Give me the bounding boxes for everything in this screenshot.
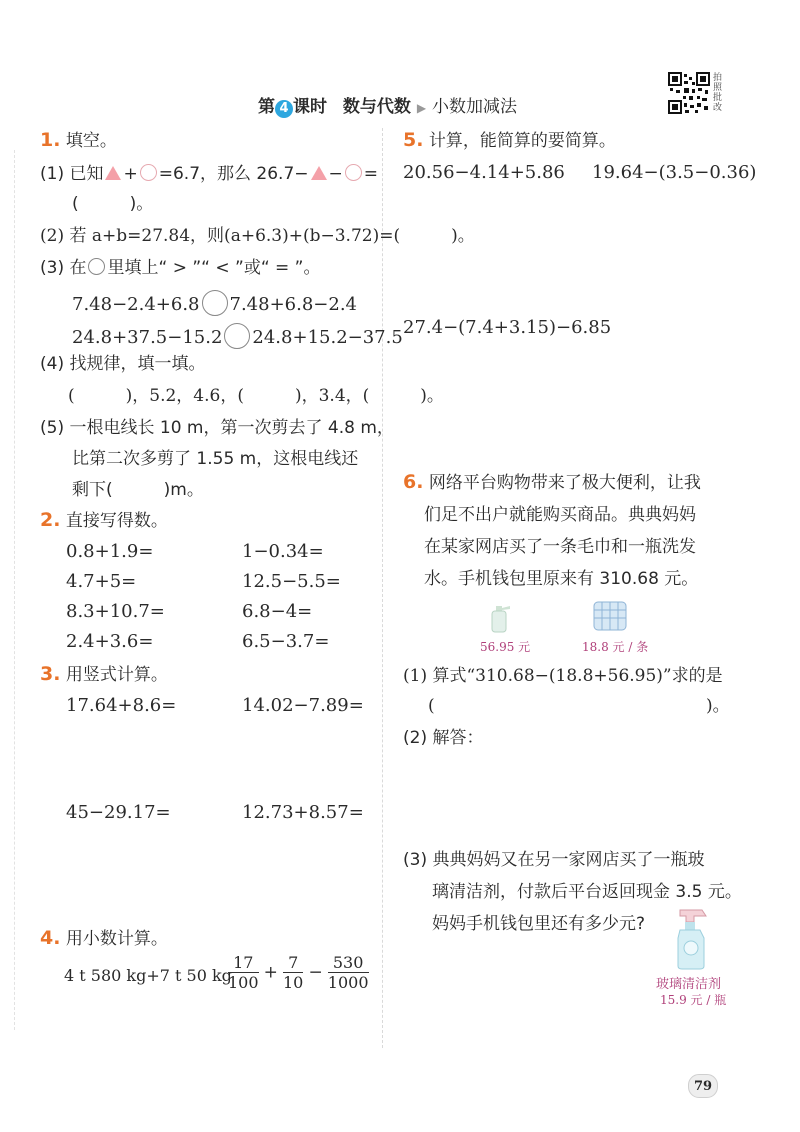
triangle-icon (311, 166, 327, 180)
compare-left: 7.48−2.4+6.8 (72, 294, 200, 315)
q1-part3-text-a: (3) 在 (40, 258, 87, 278)
q2-item[interactable]: 12.5−5.5= (242, 571, 341, 592)
towel-price: 18.8 元 / 条 (582, 640, 649, 654)
q2-item[interactable]: 4.7+5= (66, 571, 137, 592)
q3-title: 用竖式计算。 (65, 665, 168, 685)
q6-line3: 在某家网店买了一条毛巾和一瓶洗发 (424, 537, 696, 557)
plus-sign: + (263, 962, 278, 983)
circle-icon (140, 164, 157, 181)
q1-part4: (4) 找规律，填一填。 (40, 354, 206, 374)
qr-code[interactable] (668, 72, 710, 114)
q1-number: 1. (40, 129, 61, 151)
fraction (283, 953, 303, 992)
compare-right: 7.48+6.8−2.4 (229, 294, 357, 315)
fraction (328, 953, 369, 992)
q2-item[interactable]: 2.4+3.6= (66, 631, 154, 652)
compare-right: 24.8+15.2−37.5 (252, 327, 403, 348)
q1-part1-blank[interactable]: ( )。 (72, 194, 154, 214)
q1-part3-row2 (72, 323, 403, 349)
q1-part1-text-d: − (328, 164, 343, 184)
q1-part3-row1 (72, 290, 357, 316)
q1-part3-text-b: 里填上“ > ”“ < ”或“ = ”。 (107, 258, 321, 278)
shampoo-image (484, 604, 520, 638)
numerator: 17 (228, 953, 259, 973)
q5-item[interactable]: 20.56−4.14+5.86 (403, 162, 565, 183)
shampoo-bottle-icon (484, 604, 520, 634)
q6-text: 网络平台购物带来了极大便利，让我 (428, 473, 701, 493)
towel-icon (590, 598, 630, 634)
compare-circle[interactable] (224, 323, 250, 349)
shampoo-price: 56.95 元 (480, 640, 531, 654)
q5-item[interactable]: 19.64−(3.5−0.36) (592, 162, 757, 183)
towel-image (590, 598, 630, 638)
q1-part5-line2: 比第二次多剪了 1.55 m，这根电线还 (72, 449, 359, 469)
numerator: 530 (328, 953, 369, 973)
q4-title: 用小数计算。 (65, 929, 168, 949)
glass-cleaner-image (672, 906, 716, 974)
q2-item[interactable]: 8.3+10.7= (66, 601, 165, 622)
q1-part2: (2) 若 a+b=27.84，则(a+6.3)+(b−3.72)=( )。 (40, 226, 475, 246)
q6-line4: 水。手机钱包里原来有 310.68 元。 (424, 569, 699, 589)
q3-item[interactable]: 45−29.17= (66, 802, 171, 823)
glass-cleaner-name: 玻璃清洁剂 (656, 977, 722, 992)
column-divider (382, 128, 383, 1048)
q6-sub2: (2) 解答： (403, 728, 484, 748)
q5-number: 5. (403, 129, 424, 151)
page-number: 79 (693, 1079, 713, 1094)
q1-part1-text-c: =6.7，那么 26.7− (158, 164, 309, 184)
q5-title: 计算，能简算的要简算。 (428, 131, 616, 151)
q6-sub3-line2: 璃清洁剂，付款后平台返回现金 3.5 元。 (432, 882, 742, 902)
q6-number: 6. (403, 471, 424, 493)
q1-part1-text-b: + (123, 164, 138, 184)
qr-code-icon (668, 72, 710, 114)
q3-item[interactable]: 12.73+8.57= (242, 802, 364, 823)
q4-expr2[interactable] (228, 953, 369, 992)
spray-bottle-icon (672, 906, 716, 970)
q6-sub1-line1: (1) 算式“310.68−(18.8+56.95)”求的是 (403, 666, 723, 686)
q6-sub3-line1: (3) 典典妈妈又在另一家网店买了一瓶玻 (403, 850, 705, 870)
q3-number: 3. (40, 663, 61, 685)
q1-part1-line1 (40, 164, 378, 184)
minus-sign: − (308, 962, 323, 983)
glass-cleaner-price: 15.9 元 / 瓶 (660, 993, 727, 1007)
q2-title: 直接写得数。 (65, 511, 168, 531)
q2-heading (40, 510, 168, 531)
page-number-badge (688, 1074, 718, 1098)
q2-item[interactable]: 6.5−3.7= (242, 631, 330, 652)
numerator: 7 (283, 953, 303, 973)
circle-icon (88, 258, 105, 275)
compare-circle[interactable] (202, 290, 228, 316)
q2-item[interactable]: 6.8−4= (242, 601, 313, 622)
q1-title: 填空。 (65, 131, 117, 151)
lesson-prefix: 第 (258, 97, 275, 117)
triangle-icon (105, 166, 121, 180)
q1-heading (40, 130, 117, 151)
q4-heading (40, 928, 168, 949)
unit-title: 数与代数 (342, 97, 411, 117)
q1-part4-sequence[interactable]: ( )，5.2，4.6，( )，3.4，( )。 (68, 386, 444, 406)
q1-part5-line3[interactable]: 剩下( )m。 (72, 480, 204, 500)
q1-part1-text-e: = (363, 164, 379, 184)
q3-heading (40, 664, 168, 685)
compare-left: 24.8+37.5−15.2 (72, 327, 223, 348)
q5-heading (403, 130, 616, 151)
lesson-number-badge: 4 (275, 100, 293, 118)
arrow-right-icon: ▶ (416, 101, 427, 115)
q6-sub1-close: )。 (706, 696, 730, 716)
answer-open-paren: ( (428, 696, 435, 716)
lesson-suffix: 课时 (293, 97, 327, 117)
qr-caption: 拍照批改 (713, 73, 723, 113)
q2-number: 2. (40, 509, 61, 531)
q1-part3-instruction (40, 258, 320, 278)
denominator: 100 (228, 973, 259, 992)
topic-title: 小数加减法 (432, 97, 517, 117)
denominator: 10 (282, 973, 304, 992)
q4-number: 4. (40, 927, 61, 949)
margin-line (14, 150, 15, 1030)
circle-icon (345, 164, 362, 181)
q6-sub1-line2[interactable] (428, 696, 435, 716)
denominator: 1000 (327, 973, 369, 992)
lesson-header (258, 92, 517, 118)
q3-item[interactable]: 14.02−7.89= (242, 695, 364, 716)
q5-item[interactable]: 27.4−(7.4+3.15)−6.85 (403, 317, 612, 338)
fraction (228, 953, 259, 992)
q2-item[interactable]: 0.8+1.9= (66, 541, 154, 562)
q1-part1-text-a: (1) 已知 (40, 164, 104, 184)
q4-expr1[interactable]: 4 t 580 kg+7 t 50 kg (64, 966, 232, 985)
q2-item[interactable]: 1−0.34= (242, 541, 324, 562)
q3-item[interactable]: 17.64+8.6= (66, 695, 177, 716)
q1-part5-line1: (5) 一根电线长 10 m，第一次剪去了 4.8 m， (40, 418, 394, 438)
q6-sub3-line3: 妈妈手机钱包里还有多少元? (432, 914, 646, 934)
q6-line1 (403, 472, 701, 493)
q6-line2: 们足不出户就能购买商品。典典妈妈 (424, 505, 696, 525)
